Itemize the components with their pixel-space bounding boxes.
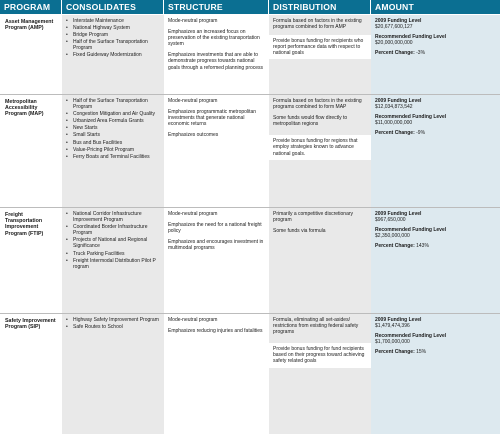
funding-level-value: $20,677,600,127	[375, 24, 413, 31]
funding-level-value: $12,034,873,542	[375, 104, 413, 111]
consolidated-program-item: • Fixed Guideway Modernization	[66, 52, 160, 58]
header-structure: STRUCTURE	[164, 0, 269, 14]
header-consolidates: CONSOLIDATES	[62, 0, 164, 14]
consolidates-cell	[62, 14, 164, 94]
recommended-level-label: Recommended Funding Level	[375, 114, 447, 121]
structure-text: Emphasizes the need for a national freight policy	[168, 222, 262, 235]
program-name: Safety Improvement Program (SIP)	[0, 313, 62, 434]
consolidates-cell	[62, 207, 164, 313]
structure-text: Mode-neutral program	[168, 317, 218, 323]
consolidated-program-item: • Bridge Program	[66, 32, 160, 38]
structure-cell	[164, 313, 269, 434]
percent-change-value: -3%	[416, 50, 426, 57]
consolidated-program-item: • Safe Routes to School	[66, 324, 160, 330]
percent-change-label: Percent Change:	[375, 349, 415, 356]
consolidates-list	[66, 317, 160, 330]
percent-change	[375, 50, 496, 56]
bonus-funding-box	[269, 35, 371, 59]
consolidated-program-item: • Urbanized Area Formula Grants	[66, 118, 160, 124]
percent-change-value: 15%	[416, 349, 427, 356]
consolidated-program-item: • National Corridor Infrastructure Improvement Program	[66, 211, 160, 223]
bonus-funding-text: Provide bonus funding for regions that employ strategies known to advance national goals.	[273, 138, 358, 157]
header-program: PROGRAM	[0, 0, 62, 14]
consolidates-cell	[62, 313, 164, 434]
distribution-text: Primarily a competitive discretionary program	[273, 211, 354, 224]
structure-text: Emphasizes and encourages investment in multimodal programs	[168, 239, 264, 252]
recommended-level-label: Recommended Funding Level	[375, 227, 447, 234]
consolidates-cell	[62, 94, 164, 207]
recommended-level-value: $11,000,000,000	[375, 120, 413, 127]
distribution-cell	[269, 207, 371, 313]
recommended-level-label: Recommended Funding Level	[375, 333, 447, 340]
percent-change	[375, 243, 496, 249]
program-name: Freight Transportation Improvement Program (FTIP)	[0, 207, 62, 313]
structure-cell	[164, 14, 269, 94]
recommended-level-value: $2,350,000,000	[375, 233, 410, 240]
consolidated-program-item: • Truck Parking Facilities	[66, 251, 160, 257]
structure-text: Emphasizes investments that are able to demonstrate progress towards national goals through a reformed planning process	[168, 52, 264, 71]
structure-text: Emphasizes an increased focus on preservation of the existing transportation system	[168, 29, 260, 48]
consolidated-program-item: • Freight Intermodal Distribution Pilot P rogram	[66, 258, 160, 270]
funding-level-value: $967,650,000	[375, 217, 406, 224]
recommended-level-value: $1,700,000,000	[375, 339, 410, 346]
bonus-funding-text: Provide bonus funding for recipients who report performance data with respect to national goals	[273, 38, 364, 57]
distribution-text: Some funds would flow directly to metropolitan regions	[273, 115, 348, 128]
structure-text: Mode-neutral program	[168, 18, 218, 24]
consolidates-list	[66, 211, 160, 270]
amount-cell	[371, 313, 500, 434]
percent-change	[375, 349, 496, 355]
structure-text: Emphasizes programmatic metropolitan investments that generate national economic returns	[168, 109, 257, 128]
consolidated-program-item: • Ferry Boats and Terminal Facilities	[66, 154, 160, 160]
recommended-level-label: Recommended Funding Level	[375, 34, 447, 41]
structure-text: Emphasizes outcomes	[168, 132, 219, 139]
consolidates-list	[66, 18, 160, 59]
program-name: Metropolitan Accessibility Program (MAP)	[0, 94, 62, 207]
recommended-level-value: $20,000,000,000	[375, 40, 413, 47]
distribution-text: Some funds via formula	[273, 228, 326, 235]
bonus-funding-box	[269, 343, 371, 367]
consolidated-program-item: • Half of the Surface Transportation Program	[66, 39, 160, 51]
structure-cell	[164, 207, 269, 313]
consolidated-program-item: • Value-Pricing Pilot Program	[66, 147, 160, 153]
program-name: Asset Management Program (AMP)	[0, 14, 62, 94]
distribution-cell	[269, 313, 371, 434]
percent-change-label: Percent Change:	[375, 130, 415, 137]
structure-text: Mode-neutral program	[168, 211, 218, 217]
header-distribution: DISTRIBUTION	[269, 0, 371, 14]
consolidated-program-item: • Half of the Surface Transportation Program	[66, 98, 160, 110]
consolidated-program-item: • Interstate Maintenance	[66, 18, 160, 24]
bonus-funding-box	[269, 135, 371, 159]
consolidated-program-item: • Coordinated Border Infrastructure Program	[66, 224, 160, 236]
structure-text: Emphasizes reducing injuries and fatalities	[168, 328, 263, 335]
distribution-cell	[269, 94, 371, 207]
funding-level-label: 2009 Funding Level	[375, 317, 422, 323]
percent-change-value: 143%	[416, 243, 429, 250]
funding-level-label: 2009 Funding Level	[375, 98, 422, 104]
bonus-funding-text: Provide bonus funding for fund recipients based on their progress toward achieving safety related goals	[273, 346, 365, 365]
distribution-text: Formula, eliminating all set-asides/ restrictions from existing federal safety programs	[273, 317, 359, 336]
structure-text: Mode-neutral program	[168, 98, 218, 104]
header-amount: AMOUNT	[371, 0, 500, 14]
distribution-text: Formula based on factors in the existing programs combined to form MAP	[273, 98, 362, 111]
consolidated-program-item: • New Starts	[66, 125, 160, 131]
distribution-text: Formula based on factors in the existing programs combined to form AMP	[273, 18, 362, 31]
consolidated-program-item: • National Highway System	[66, 25, 160, 31]
consolidated-program-item: • Congestion Mitigation and Air Quality	[66, 111, 160, 117]
consolidated-program-item: • Bus and Bus Facilities	[66, 140, 160, 146]
structure-cell	[164, 94, 269, 207]
funding-level-label: 2009 Funding Level	[375, 18, 422, 24]
percent-change-value: -9%	[416, 130, 426, 137]
funding-level-value: $1,479,474,396	[375, 323, 410, 330]
amount-cell	[371, 14, 500, 94]
consolidated-program-item: • Small Starts	[66, 132, 160, 138]
amount-cell	[371, 207, 500, 313]
consolidates-list	[66, 98, 160, 160]
distribution-cell	[269, 14, 371, 94]
consolidated-program-item: • Highway Safety Improvement Program	[66, 317, 160, 323]
percent-change-label: Percent Change:	[375, 50, 415, 57]
percent-change	[375, 130, 496, 136]
amount-cell	[371, 94, 500, 207]
funding-level-label: 2009 Funding Level	[375, 211, 422, 217]
percent-change-label: Percent Change:	[375, 243, 415, 250]
consolidated-program-item: • Projects of National and Regional Significance	[66, 237, 160, 249]
